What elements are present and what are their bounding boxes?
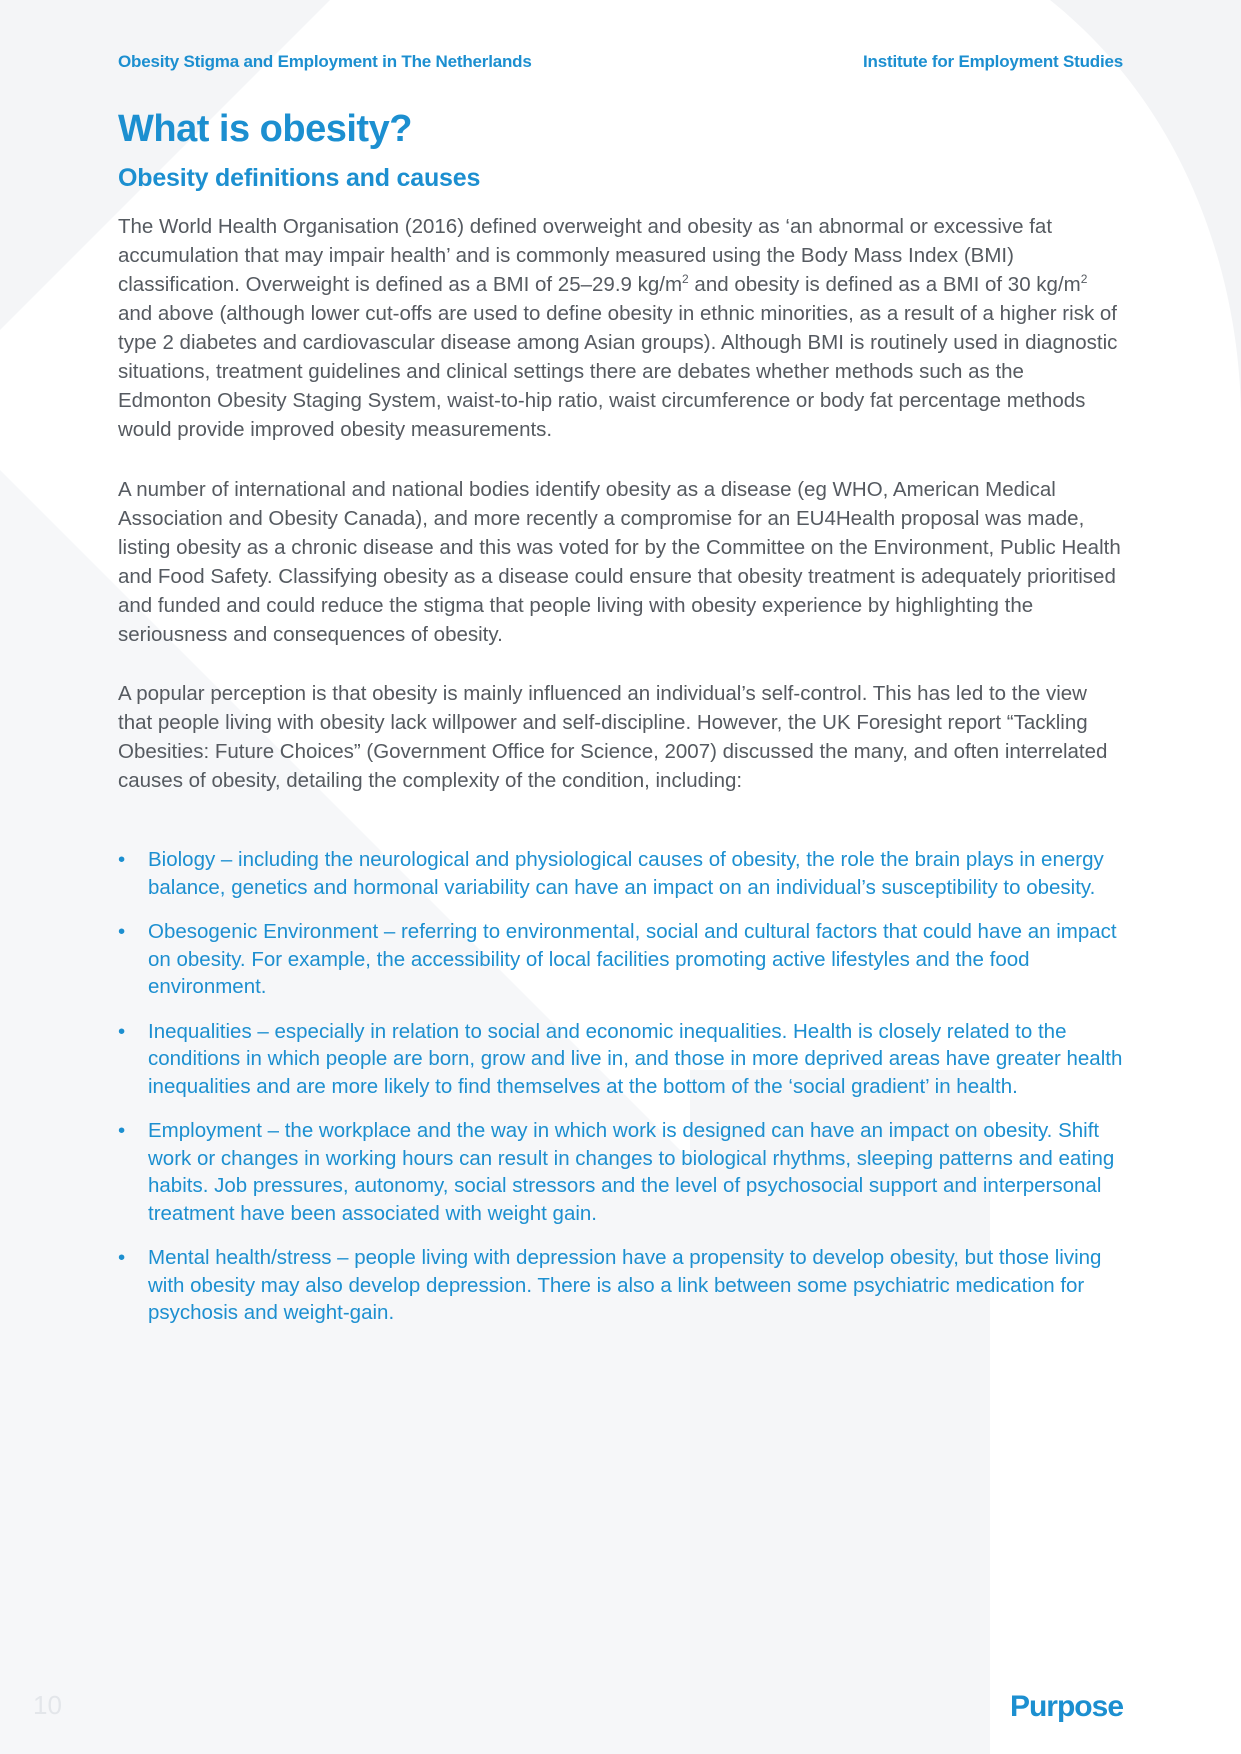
causes-bullet-list	[118, 846, 1128, 1344]
list-item-text: Obesogenic Environment – referring to environmental, social and cultural factors that could have an impact on obesity. For example, the accessibility of local facilities promoting active lifestyles and the food environment.	[148, 920, 1117, 998]
list-item-text: Inequalities – especially in relation to social and economic inequalities. Health is closely related to the conditions in which people are born, grow and live in, and those in more deprived areas have greater health inequalities and are more likely to find themselves at the bottom of the ‘social gradient’ in health.	[148, 1019, 1123, 1098]
superscript: 2	[1080, 272, 1088, 287]
paragraph-text: The World Health Organisation (2016) defined overweight and obesity as ‘an abnormal or excessive fat accumulation that may impair health’ and is commonly measured using the Body Mass Index (BMI) classification. Overweight is defined as a BMI of 25–29.9 kg/m	[118, 215, 1053, 296]
running-header-publisher: Institute for Employment Studies	[863, 52, 1123, 71]
bullet-icon: •	[118, 920, 126, 943]
list-item	[118, 1244, 1128, 1327]
list-item	[118, 846, 1128, 901]
superscript: 2	[682, 272, 689, 287]
list-item-text: Mental health/stress – people living with depression have a propensity to develop obesity, but those living with obesity may also develop depression. There is also a link between some psychiatric medication for psychosis and weight-gain.	[148, 1246, 1102, 1324]
list-item	[118, 1018, 1128, 1101]
paragraph-text: and above (although lower cut-offs are used to define obesity in ethnic minorities, as a result of a higher risk of type 2 diabetes and cardiovascular disease among Asian groups). Although BMI is routinely used in diagnostic situations, treatment guidelines and clinical settings there are debates whether methods such as the Edmonton Obesity Staging System, waist-to-hip ratio, waist circumference or body fat percentage methods would provide improved obesity measurements.	[118, 302, 1118, 441]
bullet-icon: •	[118, 1246, 126, 1269]
bullet-icon: •	[118, 848, 126, 871]
list-item	[118, 918, 1128, 1001]
paragraph-causes-intro: A popular perception is that obesity is mainly influenced an individual’s self-control. This has led to the view that people living with obesity lack willpower and self-discipline. However, the UK Foresight report “Tackling Obesities: Future Choices” (Government Office for Science, 2007) discussed the many, and often interrelated causes of obesity, detailing the complexity of the condition, including:	[118, 682, 1108, 792]
list-item-text: Biology – including the neurological and physiological causes of obesity, the role the brain plays in energy balance, genetics and hormonal variability can have an impact on an individual’s susceptibility to obesity.	[148, 848, 1104, 899]
page-title: What is obesity?	[118, 108, 412, 150]
paragraph-disease-classification: A number of international and national bodies identify obesity as a disease (eg WHO, American Medical Association and Obesity Canada), and more recently a compromise for an EU4Health proposal was made, listing obesity as a chronic disease and this was voted for by the Committee on the Environment, Public Health and Food Safety. Classifying obesity as a disease could ensure that obesity treatment is adequately prioritised and funded and could reduce the stigma that people living with obesity experience by highlighting the seriousness and consequences of obesity.	[118, 478, 1121, 646]
running-header-title: Obesity Stigma and Employment in The Netherlands	[118, 52, 532, 71]
list-item-text: Employment – the workplace and the way in which work is designed can have an impact on obesity. Shift work or changes in working hours can result in changes to biological rhythms, sleeping patterns and eating habits. Job pressures, autonomy, social stressors and the level of psychosocial support and interpersonal treatment have been associated with weight gain.	[148, 1119, 1115, 1225]
paragraph-text: and obesity is defined as a BMI of 30 kg/m	[688, 273, 1081, 296]
bullet-icon: •	[118, 1119, 126, 1142]
section-subtitle: Obesity definitions and causes	[118, 164, 481, 192]
paragraph-who-definition	[118, 212, 1123, 444]
bullet-icon: •	[118, 1019, 126, 1043]
purpose-logo: Purpose	[1009, 1690, 1123, 1723]
list-item	[118, 1117, 1128, 1227]
page-number: 10	[33, 1690, 62, 1720]
